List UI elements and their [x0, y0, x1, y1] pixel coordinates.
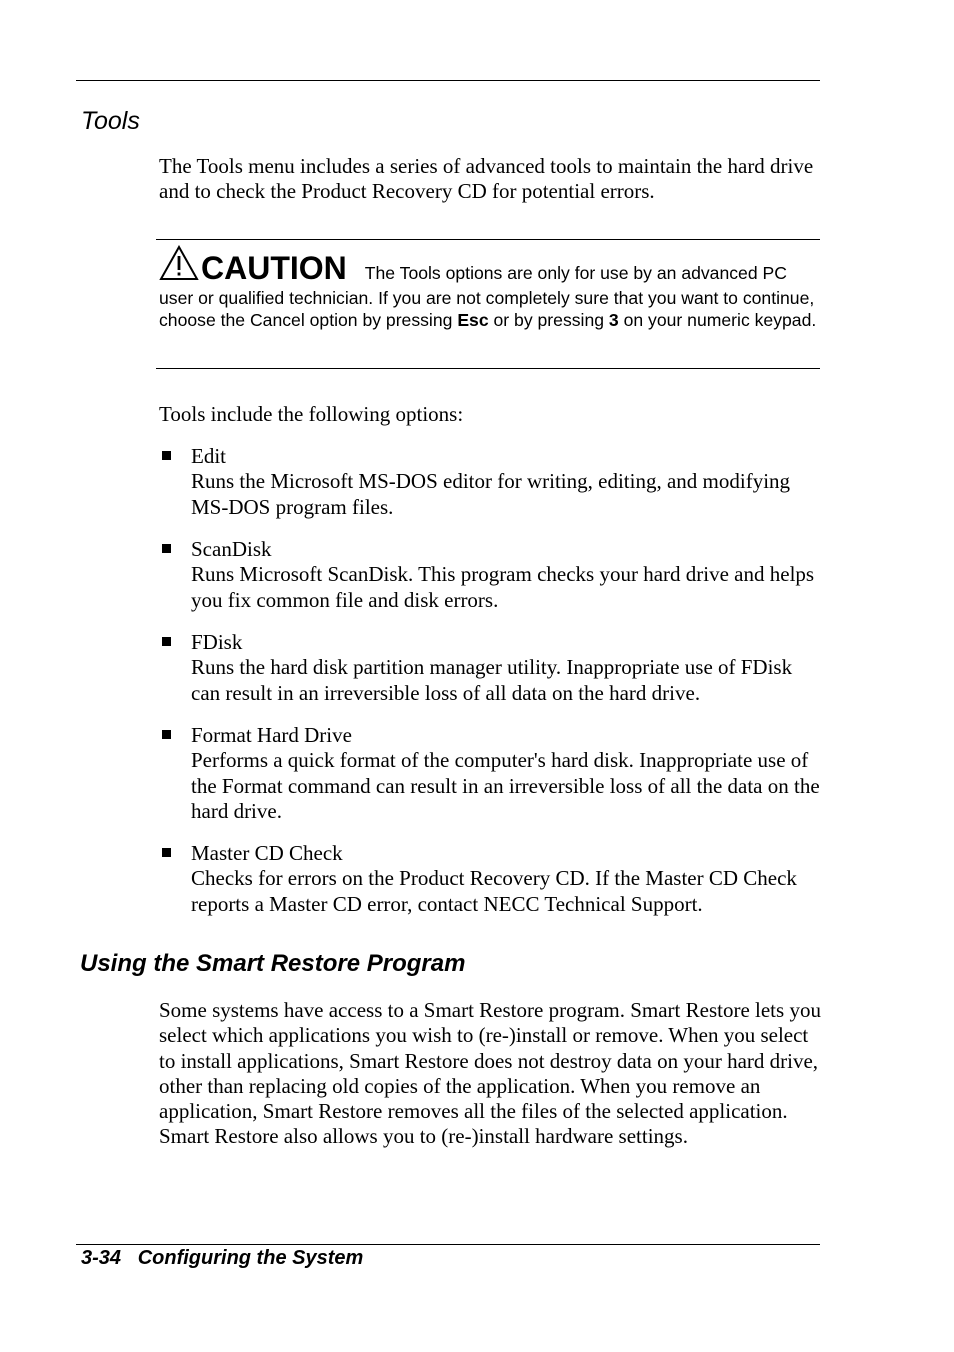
tools-intro-paragraph: The Tools menu includes a series of advanced tools to maintain the hard drive and to check the Product Recovery CD for potential errors.: [159, 154, 814, 204]
footer-rule: [76, 1244, 820, 1245]
section-heading: Using the Smart Restore Program: [80, 950, 466, 977]
square-bullet-icon: [162, 730, 171, 739]
list-item: [159, 630, 821, 706]
key-3: 3: [608, 310, 619, 331]
chapter-title: Configuring the System: [137, 1247, 364, 1269]
option-description: Performs a quick format of the computer's hard disk. Inappropriate use of the Format command can result in an irreversible loss of all the data on the hard drive.: [191, 748, 820, 823]
caution-text: The Tools options are only for use by an advanced PC user or qualified technician. If you are not completely sure that you want to continue, choose the Cancel option by pressing: [159, 263, 815, 331]
option-title: ScanDisk: [191, 537, 272, 561]
list-item: [159, 444, 821, 520]
caution-text: on your numeric keypad.: [618, 310, 817, 331]
option-title: Format Hard Drive: [191, 723, 352, 747]
page-number: 3-34: [81, 1247, 122, 1269]
option-title: Edit: [191, 444, 226, 468]
options-intro: Tools include the following options:: [159, 402, 464, 426]
option-description: Runs the hard disk partition manager utility. Inappropriate use of FDisk can result in an irreversible loss of all data on the hard drive.: [191, 655, 793, 705]
square-bullet-icon: [162, 544, 171, 553]
page-footer: [81, 1247, 363, 1270]
caution-text: or by pressing: [488, 310, 609, 331]
key-esc: Esc: [457, 310, 489, 331]
option-description: Runs Microsoft ScanDisk. This program checks your hard drive and helps you fix common file and disk errors.: [191, 562, 815, 612]
caution-notice: [159, 245, 819, 332]
square-bullet-icon: [162, 848, 171, 857]
warning-triangle-icon: [159, 245, 199, 287]
square-bullet-icon: [162, 637, 171, 646]
square-bullet-icon: [162, 451, 171, 460]
smart-restore-paragraph: Some systems have access to a Smart Restore program. Smart Restore lets you select which applications you wish to (re-)install or remove. When you select to install applications, Smart Restore does not destroy data on your hard drive, other than replacing old copies of the application. When you remove an application, Smart Restore removes all the files of the selected application. Smart Restore also allows you to (re-)install hardware settings.: [159, 998, 821, 1149]
caution-label: CAUTION: [201, 250, 347, 286]
list-item: [159, 723, 821, 824]
list-item: [159, 841, 821, 917]
option-description: Runs the Microsoft MS-DOS editor for writing, editing, and modifying MS-DOS program files.: [191, 469, 791, 519]
option-description: Checks for errors on the Product Recovery CD. If the Master CD Check reports a Master CD error, contact NECC Technical Support.: [191, 866, 797, 916]
option-title: Master CD Check: [191, 841, 343, 865]
section-heading: Tools: [81, 107, 140, 135]
option-title: FDisk: [191, 630, 243, 654]
list-item: [159, 537, 821, 613]
caution-box: [156, 239, 820, 369]
header-rule: [76, 80, 820, 81]
